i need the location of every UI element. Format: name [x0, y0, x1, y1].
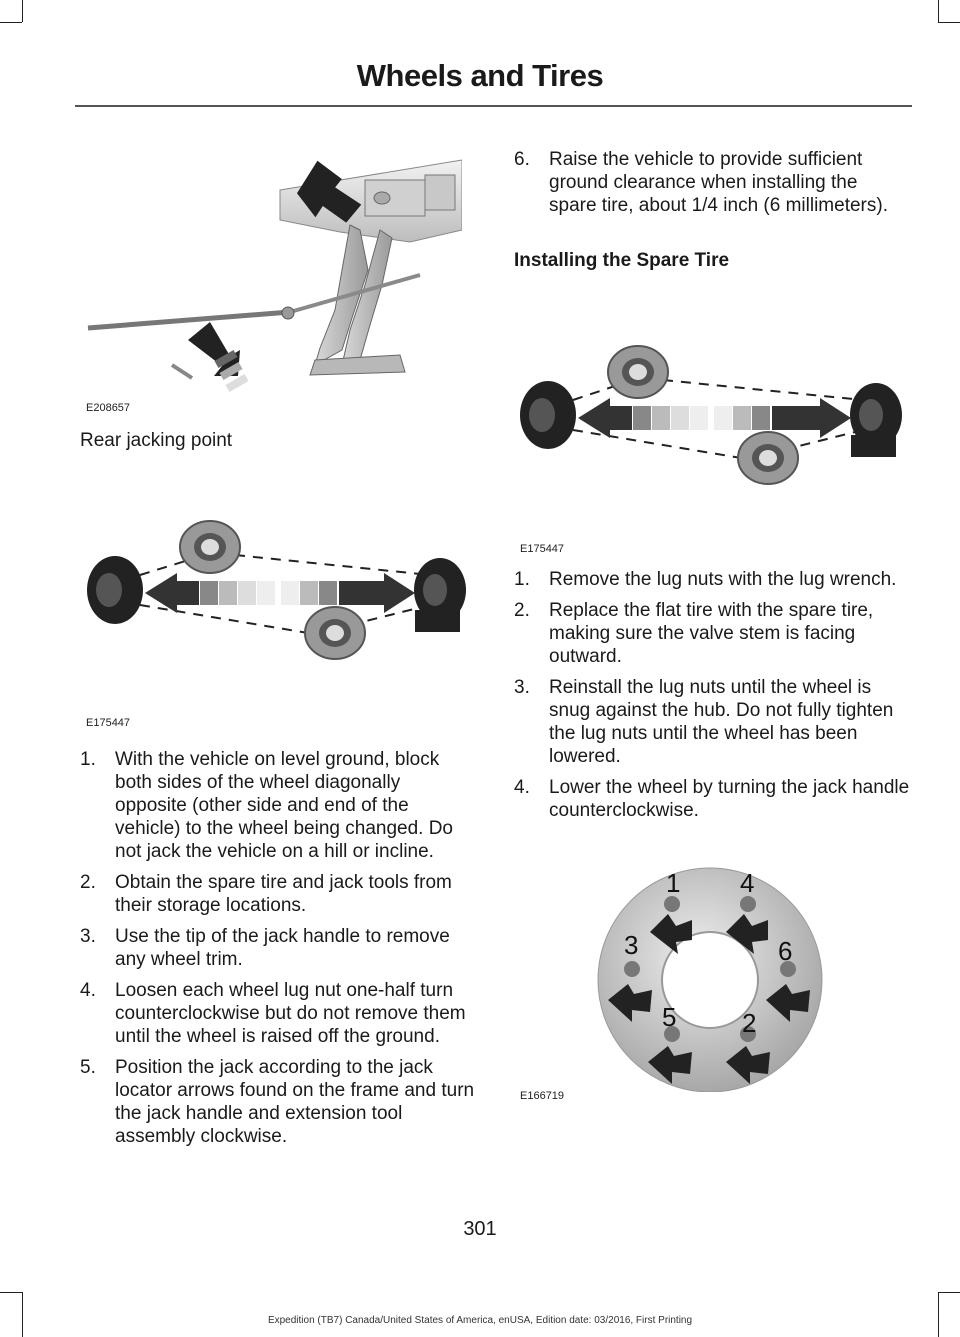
lug-number: 2 [742, 1008, 757, 1038]
figure-code: E175447 [86, 717, 131, 729]
step-text: Lower the wheel by turning the jack handle counterclockwise. [549, 777, 910, 821]
lug-nut-sequence-diagram [590, 862, 840, 1092]
list-item: 4. Loosen each wheel lug nut one-half turn counterclockwise but do not remove them until the wheel is raised off the ground. [80, 980, 466, 1047]
crop-mark [938, 22, 960, 23]
lug-number: 5 [662, 1002, 677, 1032]
step-text: Replace the flat tire with the spare tire, making sure the valve stem is facing outward. [549, 600, 874, 667]
crop-mark [0, 22, 22, 23]
figure-caption: Rear jacking point [80, 430, 233, 451]
list-item: 6. Raise the vehicle to provide sufficient ground clearance when installing the spare tire, about 1/4 inch (6 millimeters). [514, 149, 888, 216]
step-text: With the vehicle on level ground, block both sides of the wheel diagonally opposite (other side and end of the vehicle) to the wheel being changed. Do not jack the vehicle on a hill or incline. [115, 749, 454, 862]
lug-number: 4 [740, 868, 755, 898]
jack-illustration [80, 150, 462, 400]
list-item: 2. Obtain the spare tire and jack tools from their storage locations. [80, 872, 452, 916]
step-text: Reinstall the lug nuts until the wheel is snug against the hub. Do not fully tighten the lug nuts until the wheel has been lowered. [549, 677, 894, 767]
figure-code: E208657 [86, 402, 131, 414]
step-list-right [514, 568, 912, 830]
lug-number: 1 [666, 868, 681, 898]
tire-diagram [85, 515, 470, 665]
list-item: 1. Remove the lug nuts with the lug wrench. [514, 569, 897, 590]
step-text: Obtain the spare tire and jack tools from their storage locations. [115, 872, 452, 916]
figure-code: E166719 [520, 1090, 565, 1102]
list-item: 3. Use the tip of the jack handle to remove any wheel trim. [80, 926, 450, 970]
section-heading: Installing the Spare Tire [514, 250, 730, 271]
step-text: Raise the vehicle to provide sufficient ground clearance when installing the spare tire, about 1/4 inch (6 millimeters). [549, 149, 888, 216]
page-footer: Expedition (TB7) Canada/United States of America, enUSA, Edition date: 03/2016, First Printing [267, 1315, 693, 1326]
step-list-right-top [514, 148, 910, 225]
list-item: 1. With the vehicle on level ground, block both sides of the wheel diagonally opposite (other side and end of the vehicle) to the wheel being changed. Do not jack the vehicle on a hill or incline. [80, 749, 454, 862]
step-text: Use the tip of the jack handle to remove any wheel trim. [115, 926, 450, 970]
lug-number: 6 [778, 936, 793, 966]
list-item: 4. Lower the wheel by turning the jack handle counterclockwise. [514, 777, 910, 821]
figure-code: E175447 [520, 543, 565, 555]
step-text: Remove the lug nuts with the lug wrench. [549, 569, 897, 590]
lug-number: 3 [624, 930, 639, 960]
crop-mark [0, 1292, 22, 1293]
page-title: Wheels and Tires [356, 58, 604, 93]
crop-mark [938, 1292, 960, 1293]
list-item: 3. Reinstall the lug nuts until the wheel is snug against the hub. Do not fully tighten the lug nuts until the wheel has been lowered. [514, 677, 894, 767]
step-text: Position the jack according to the jack locator arrows found on the frame and turn the jack handle and extension tool assembly clockwise. [115, 1057, 475, 1147]
step-text: Loosen each wheel lug nut one-half turn counterclockwise but do not remove them until the wheel is raised off the ground. [115, 980, 466, 1047]
crop-mark [22, 0, 23, 22]
list-item: 2. Replace the flat tire with the spare tire, making sure the valve stem is facing outward. [514, 600, 874, 667]
step-list-left [80, 748, 477, 1156]
tire-diagram [518, 340, 908, 490]
list-item: 5. Position the jack according to the jack locator arrows found on the frame and turn the jack handle and extension tool assembly clockwise. [80, 1057, 475, 1147]
page-number: 301 [463, 1218, 497, 1240]
crop-mark [938, 0, 939, 22]
title-rule [75, 105, 912, 107]
